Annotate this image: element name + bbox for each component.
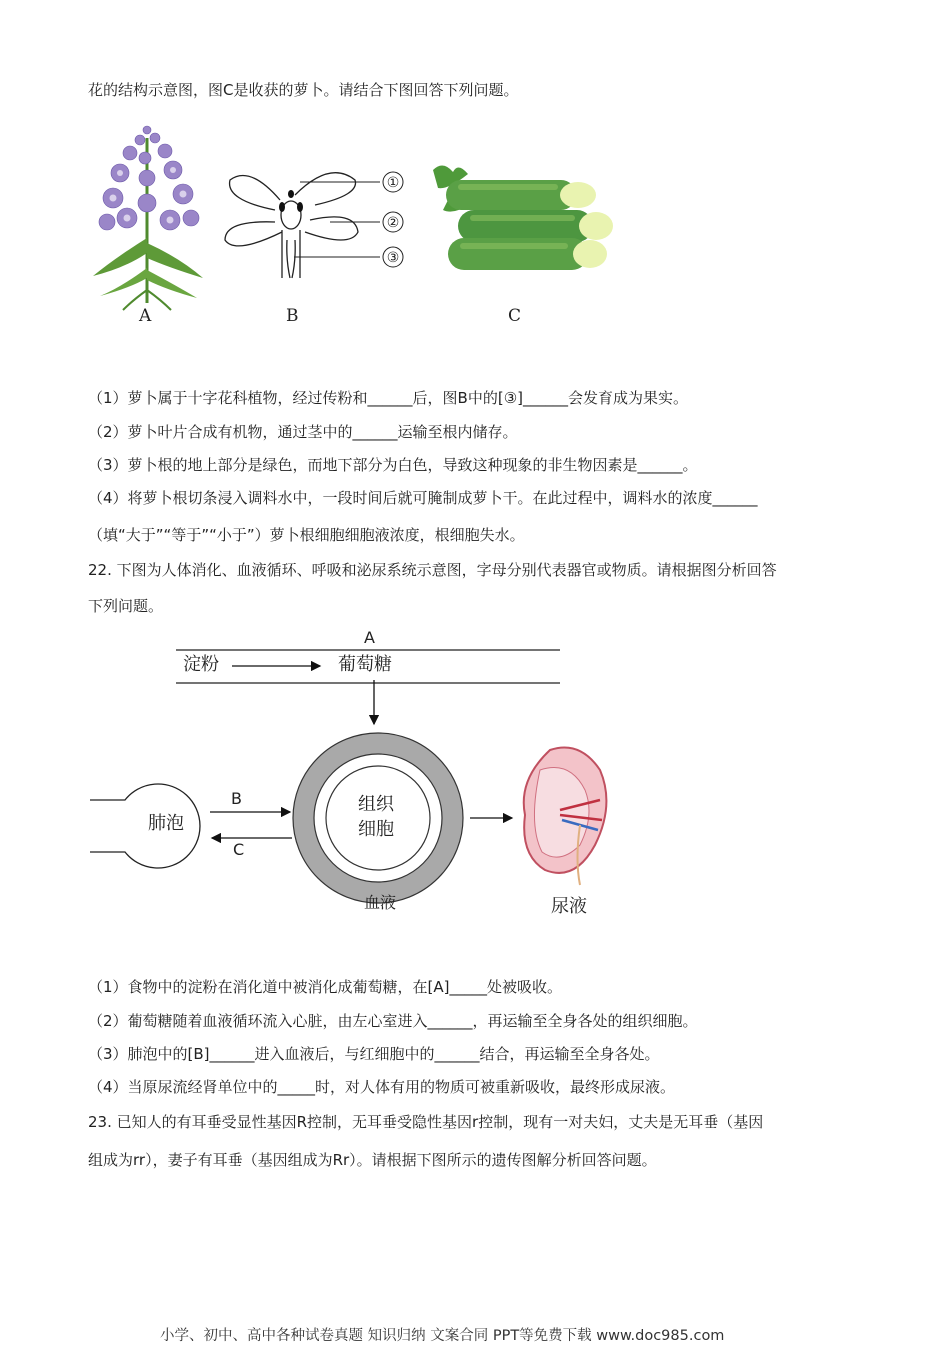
radish-figure-c	[428, 160, 618, 290]
diagram-tissue-2: 细胞	[358, 819, 394, 840]
q21-sub4b: （填“大于”“等于”“小于”）萝卜根细胞细胞液浓度，根细胞失水。	[88, 526, 525, 544]
diagram-urine: 尿液	[551, 896, 587, 917]
callout-1: ①	[386, 175, 400, 191]
callout-3: ③	[386, 250, 400, 266]
q22-sub4: （4）当原尿流经肾单位中的_____时，对人体有用的物质可被重新吸收，最终形成尿液。	[88, 1078, 676, 1096]
q22-stem-a: 22. 下图为人体消化、血液循环、呼吸和泌尿系统示意图，字母分别代表器官或物质。请根据图分析回答	[88, 561, 777, 579]
q22-sub3: （3）肺泡中的[B]______进入血液后，与红细胞中的______结合，再运输至全身各处。	[88, 1045, 660, 1063]
plant-figure-a	[85, 118, 215, 333]
fig-label-b: B	[286, 306, 299, 326]
diagram-label-a: A	[364, 628, 375, 647]
callout-2: ②	[386, 215, 400, 231]
q21-sub1: （1）萝卜属于十字花科植物，经过传粉和______后，图B中的[③]______会发育成为果实。	[88, 389, 688, 407]
diagram-glucose: 葡萄糖	[338, 654, 392, 675]
diagram-blood: 血液	[364, 893, 397, 912]
q21-sub4a: （4）将萝卜根切条浸入调料水中，一段时间后就可腌制成萝卜干。在此过程中，调料水的浓度______	[88, 489, 758, 507]
diagram-starch: 淀粉	[183, 654, 219, 675]
q22-stem-b: 下列问题。	[88, 597, 164, 615]
q23-stem-a: 23. 已知人的有耳垂受显性基因R控制，无耳垂受隐性基因r控制，现有一对夫妇，丈夫是无耳垂（基因	[88, 1113, 764, 1131]
fig-label-a: A	[139, 306, 152, 326]
q22-sub2: （2）葡萄糖随着血液循环流入心脏，由左心室进入______，再运输至全身各处的组织细胞。	[88, 1012, 698, 1030]
q22-sub1: （1）食物中的淀粉在消化道中被消化成葡萄糖，在[A]_____处被吸收。	[88, 978, 563, 996]
diagram-label-c: C	[233, 840, 245, 859]
fig-label-c: C	[508, 306, 522, 326]
diagram-label-b: B	[231, 789, 242, 808]
q23-stem-b: 组成为rr），妻子有耳垂（基因组成为Rr）。请根据下图所示的遗传图解分析回答问题。	[88, 1151, 657, 1169]
flower-structure-figure-b	[220, 160, 410, 295]
diagram-alveolus: 肺泡	[148, 813, 184, 834]
q21-sub3: （3）萝卜根的地上部分是绿色，而地下部分为白色，导致这种现象的非生物因素是______。	[88, 456, 698, 474]
diagram-tissue-1: 组织	[358, 794, 394, 815]
q21-intro-tail: 花的结构示意图，图C是收获的萝卜。请结合下图回答下列问题。	[88, 81, 519, 99]
kidney-figure	[524, 748, 607, 886]
page-footer: 小学、初中、高中各种试卷真题 知识归纳 文案合同 PPT等免费下载 www.doc985.com	[160, 1328, 725, 1344]
q21-sub2: （2）萝卜叶片合成有机物，通过茎中的______运输至根内储存。	[88, 423, 518, 441]
